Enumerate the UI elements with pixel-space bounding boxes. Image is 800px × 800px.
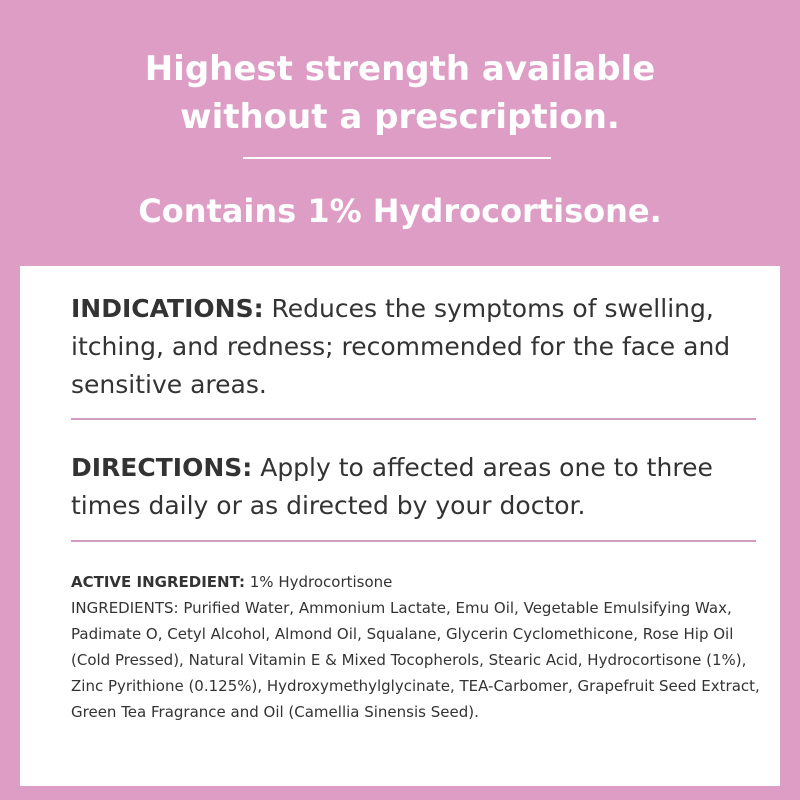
active-ingredient-value: 1% Hydrocortisone [245,573,393,591]
headline-line-2: without a prescription. [180,97,620,137]
headline-line-1: Highest strength available [144,49,656,89]
directions-label: DIRECTIONS: [71,453,253,482]
directions-text: Apply to affected areas one to three times daily or as directed by your doctor. [71,453,713,520]
section-divider [71,418,756,420]
active-ingredient-line [71,569,761,595]
indications-label: INDICATIONS: [71,294,264,323]
header-divider [243,157,551,159]
indications-section [71,290,751,404]
indications-text: Reduces the symptoms of swelling, itching, and redness; recommended for the face and sensitive areas. [71,294,731,399]
indications-paragraph [71,290,751,404]
directions-section [71,449,751,525]
section-divider [71,540,756,542]
ingredients-list: INGREDIENTS: Purified Water, Ammonium Lactate, Emu Oil, Vegetable Emulsifying Wax, Padimate O, Cetyl Alcohol, Almond Oil, Squalane, Glycerin Cyclomethicone, Rose Hip Oil (Cold Pressed), Natural Vitamin E & Mixed Tocopherols, Stearic Acid, Hydrocortisone (1%), Zinc Pyrithione (0.125%), Hydroxymethylglycinate, TEA-Carbomer, Grapefruit Seed Extract, Green Tea Fragrance and Oil (Camellia Sinensis Seed). [71,599,760,721]
headline [0,45,800,141]
directions-paragraph [71,449,751,525]
subheadline: Contains 1% Hydrocortisone. [138,192,662,230]
active-ingredient-label: ACTIVE INGREDIENT: [71,573,245,591]
ingredients-section [71,569,761,725]
info-panel [20,266,780,786]
